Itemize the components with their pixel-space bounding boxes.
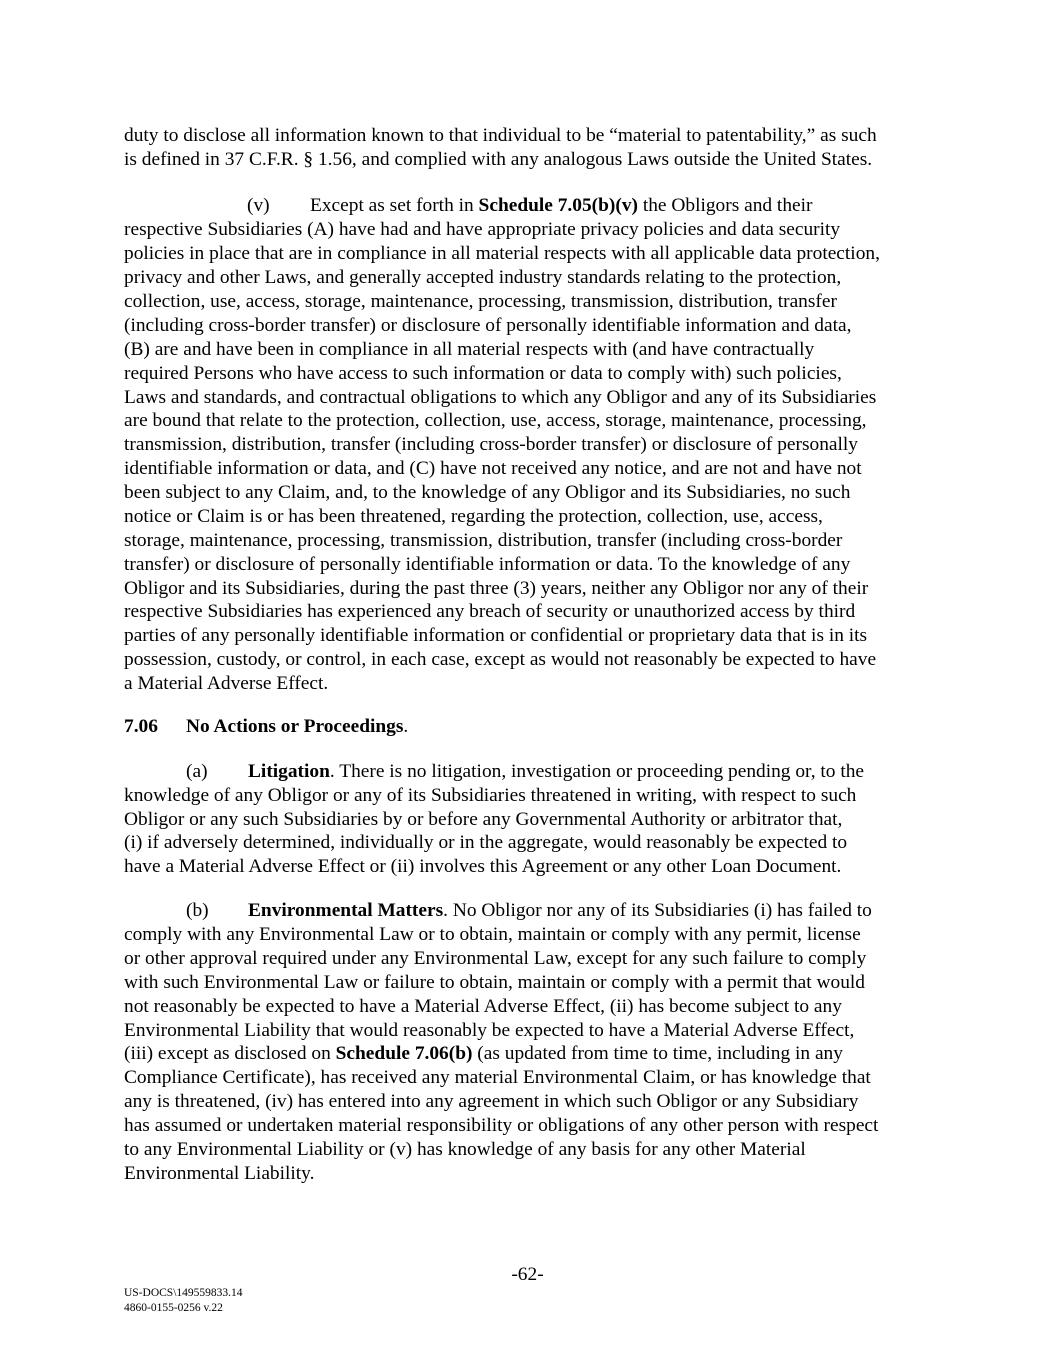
paragraph-a-heading: Litigation xyxy=(248,761,330,782)
body-text-line: or other approval required under any Environmental Law, except for any such failure to comply xyxy=(124,948,867,969)
body-text-line: identifiable information or data, and (C) have not received any notice, and are not and have not xyxy=(124,458,862,479)
footer-version: 4860-0155-0256 v.22 xyxy=(124,1302,223,1314)
body-text-line: possession, custody, or control, in each case, except as would not reasonably be expected to have xyxy=(124,649,877,670)
body-text-line: Obligor and its Subsidiaries, during the past three (3) years, neither any Obligor nor any of their xyxy=(124,578,869,599)
paragraph-b-heading: Environmental Matters xyxy=(248,900,444,921)
body-text-line: Compliance Certificate), has received any material Environmental Claim, or has knowledge that xyxy=(124,1067,871,1088)
paragraph-a-lead: Litigation. There is no litigation, investigation or proceeding pending or, to the xyxy=(248,761,865,782)
paragraph-b-marker: (b) xyxy=(186,900,209,921)
body-text-line: have a Material Adverse Effect or (ii) involves this Agreement or any other Loan Document. xyxy=(124,856,842,877)
section-number: 7.06 xyxy=(124,716,158,737)
paragraph-b-lead: Environmental Matters. No Obligor nor any of its Subsidiaries (i) has failed to xyxy=(248,900,872,921)
footer-doc-id: US-DOCS\149559833.14 xyxy=(124,1287,243,1299)
body-text-line: comply with any Environmental Law or to obtain, maintain or comply with any permit, license xyxy=(124,924,861,945)
body-text-line: transmission, distribution, transfer (including cross-border transfer) or disclosure of personally xyxy=(124,434,858,455)
body-text-line: parties of any personally identifiable information or confidential or proprietary data that is in its xyxy=(124,625,868,646)
body-text-line: storage, maintenance, processing, transmission, distribution, transfer (including cross-border xyxy=(124,530,843,551)
body-text-line: (including cross-border transfer) or disclosure of personally identifiable information and data, xyxy=(124,315,852,336)
section-heading: No Actions or Proceedings. xyxy=(186,716,409,737)
body-text-line: policies in place that are in compliance in all material respects with all applicable data protection, xyxy=(124,243,880,264)
paragraph-v-marker: (v) xyxy=(247,195,270,216)
body-text-line: Laws and standards, and contractual obligations to which any Obligor and any of its Subsidiaries xyxy=(124,387,877,408)
body-text-line: been subject to any Claim, and, to the knowledge of any Obligor and its Subsidiaries, no such xyxy=(124,482,851,503)
body-text-line: notice or Claim is or has been threatened, regarding the protection, collection, use, access, xyxy=(124,506,823,527)
body-text-line: (B) are and have been in compliance in all material respects with (and have contractually xyxy=(124,339,815,360)
body-text-line: with such Environmental Law or failure to obtain, maintain or comply with a permit that would xyxy=(124,972,865,993)
body-text-line: privacy and other Laws, and generally accepted industry standards relating to the protection, xyxy=(124,267,842,288)
body-text-line: respective Subsidiaries has experienced any breach of security or unauthorized access by third xyxy=(124,601,856,622)
body-text-line: respective Subsidiaries (A) have had and have appropriate privacy policies and data security xyxy=(124,219,841,240)
body-text-line: Environmental Liability. xyxy=(124,1163,315,1184)
body-text-line: duty to disclose all information known to that individual to be “material to patentability,” as such xyxy=(124,125,877,146)
body-text-line: (iii) except as disclosed on Schedule 7.06(b) (as updated from time to time, including in any xyxy=(124,1043,843,1064)
body-text-line: knowledge of any Obligor or any of its Subsidiaries threatened in writing, with respect to such xyxy=(124,785,857,806)
body-text-line: a Material Adverse Effect. xyxy=(124,673,329,694)
body-text-line: (i) if adversely determined, individually or in the aggregate, would reasonably be expected to xyxy=(124,832,848,853)
body-text-line: transfer) or disclosure of personally identifiable information or data. To the knowledge of any xyxy=(124,554,851,575)
body-text-line: any is threatened, (iv) has entered into any agreement in which such Obligor or any Subsidiary xyxy=(124,1091,859,1112)
body-text-line: required Persons who have access to such information or data to comply with) such policies, xyxy=(124,363,842,384)
body-text-line: to any Environmental Liability or (v) has knowledge of any basis for any other Material xyxy=(124,1139,806,1160)
body-text-line: is defined in 37 C.F.R. § 1.56, and complied with any analogous Laws outside the United States. xyxy=(124,149,873,170)
body-text-line: are bound that relate to the protection, collection, use, access, storage, maintenance, processing, xyxy=(124,410,867,431)
schedule-reference: Schedule 7.05(b)(v) xyxy=(478,195,638,216)
body-text-line: Environmental Liability that would reasonably be expected to have a Material Adverse Effect, xyxy=(124,1020,855,1041)
body-text-line: collection, use, access, storage, maintenance, processing, transmission, distribution, transfer xyxy=(124,291,837,312)
paragraph-a-marker: (a) xyxy=(186,761,208,782)
body-text-line: Obligor or any such Subsidiaries by or before any Governmental Authority or arbitrator that, xyxy=(124,809,843,830)
paragraph-v-lead: Except as set forth in Schedule 7.05(b)(v) the Obligors and their xyxy=(310,195,813,216)
body-text-line: not reasonably be expected to have a Material Adverse Effect, (ii) has become subject to any xyxy=(124,996,842,1017)
page-number: -62- xyxy=(511,1264,544,1285)
schedule-reference: Schedule 7.06(b) xyxy=(335,1043,473,1064)
body-text-line: has assumed or undertaken material responsibility or obligations of any other person with respect xyxy=(124,1115,879,1136)
